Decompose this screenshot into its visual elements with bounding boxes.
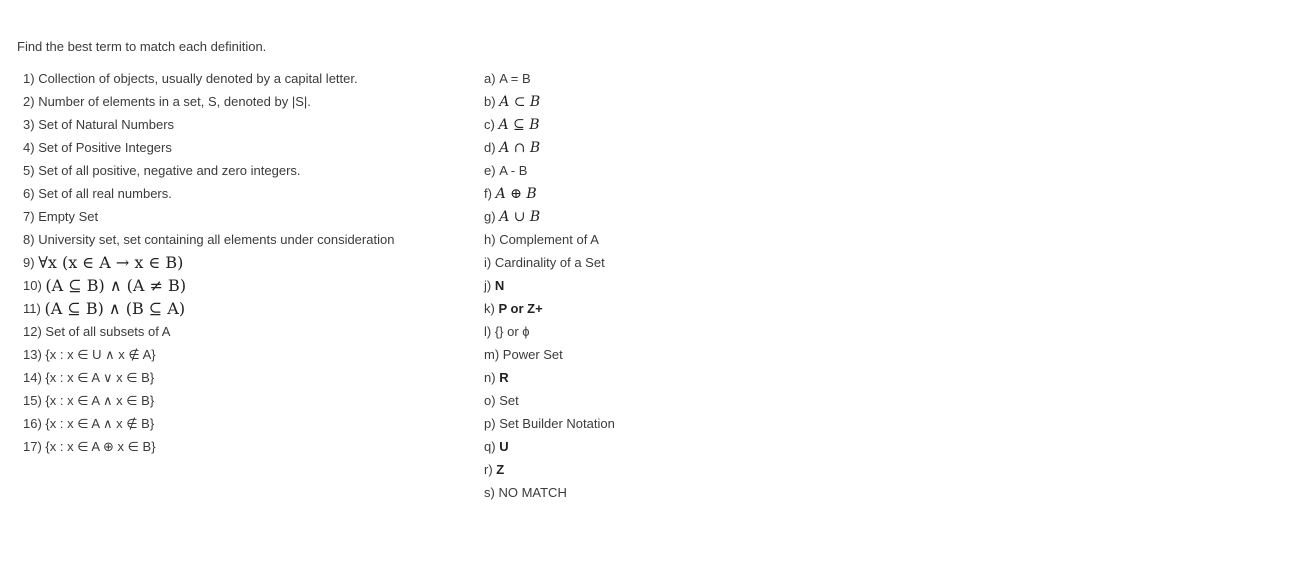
option-text: A ∩ B bbox=[499, 140, 541, 156]
option-label: s) bbox=[484, 485, 495, 500]
definition-item bbox=[23, 70, 463, 93]
definition-label: 10) bbox=[23, 278, 42, 293]
option-item bbox=[484, 438, 784, 461]
option-text: Complement of A bbox=[499, 232, 599, 247]
option-text: Cardinality of a Set bbox=[494, 255, 605, 270]
option-text: Power Set bbox=[502, 347, 563, 362]
definitions-list bbox=[23, 70, 463, 461]
definition-text: {x : x ∈ A ∧ x ∉ B} bbox=[45, 416, 155, 431]
definition-label: 8) bbox=[23, 232, 35, 247]
definition-item bbox=[23, 392, 463, 415]
definition-label: 6) bbox=[23, 186, 35, 201]
definition-item bbox=[23, 93, 463, 116]
definition-label: 4) bbox=[23, 140, 35, 155]
definition-label: 9) bbox=[23, 255, 35, 270]
option-text: {} or ϕ bbox=[494, 324, 530, 339]
option-item bbox=[484, 392, 784, 415]
definition-text: {x : x ∈ U ∧ x ∉ A} bbox=[45, 347, 156, 362]
definition-text: (A ⊆ B) ∧ (A ≠ B) bbox=[45, 276, 187, 295]
option-text: A - B bbox=[499, 163, 528, 178]
option-label: l) bbox=[484, 324, 492, 339]
option-item bbox=[484, 116, 784, 139]
option-text: Z bbox=[496, 462, 505, 477]
definition-text: Set of Natural Numbers bbox=[38, 117, 175, 132]
option-label: h) bbox=[484, 232, 496, 247]
option-item bbox=[484, 208, 784, 231]
definition-text: Empty Set bbox=[38, 209, 99, 224]
options-list bbox=[484, 70, 784, 507]
option-text: R bbox=[499, 370, 509, 385]
definition-text: Number of elements in a set, S, denoted by |S|. bbox=[38, 94, 311, 109]
definition-text: {x : x ∈ A ⊕ x ∈ B} bbox=[45, 439, 156, 454]
option-label: d) bbox=[484, 140, 496, 155]
option-item bbox=[484, 139, 784, 162]
definition-text: {x : x ∈ A ∧ x ∈ B} bbox=[45, 393, 155, 408]
option-item bbox=[484, 461, 784, 484]
option-item bbox=[484, 185, 784, 208]
definition-label: 11) bbox=[23, 301, 41, 316]
option-text: N bbox=[494, 278, 505, 293]
instruction-text: Find the best term to match each definition. bbox=[17, 39, 267, 54]
option-item bbox=[484, 300, 784, 323]
option-text: P or Z+ bbox=[498, 301, 543, 316]
definition-label: 17) bbox=[23, 439, 42, 454]
option-item bbox=[484, 346, 784, 369]
definition-item bbox=[23, 346, 463, 369]
option-text: A ⊕ B bbox=[495, 186, 537, 202]
option-item bbox=[484, 369, 784, 392]
definition-label: 15) bbox=[23, 393, 42, 408]
option-label: i) bbox=[484, 255, 492, 270]
definition-label: 3) bbox=[23, 117, 35, 132]
option-text: Set Builder Notation bbox=[499, 416, 615, 431]
option-text: A = B bbox=[499, 71, 531, 86]
option-item bbox=[484, 277, 784, 300]
definition-label: 7) bbox=[23, 209, 35, 224]
option-text: A ∪ B bbox=[499, 209, 541, 225]
option-label: m) bbox=[484, 347, 500, 362]
definition-item bbox=[23, 162, 463, 185]
option-text: U bbox=[499, 439, 509, 454]
definition-item bbox=[23, 415, 463, 438]
definition-text: Set of Positive Integers bbox=[38, 140, 172, 155]
option-label: g) bbox=[484, 209, 496, 224]
definition-item bbox=[23, 277, 463, 300]
option-label: a) bbox=[484, 71, 496, 86]
definition-item bbox=[23, 438, 463, 461]
option-item bbox=[484, 231, 784, 254]
definition-label: 12) bbox=[23, 324, 42, 339]
definition-text: (A ⊆ B) ∧ (B ⊆ A) bbox=[44, 299, 186, 318]
definition-item bbox=[23, 139, 463, 162]
option-text: A ⊂ B bbox=[499, 94, 541, 110]
option-item bbox=[484, 70, 784, 93]
definition-text: Set of all positive, negative and zero integers. bbox=[38, 163, 301, 178]
option-item bbox=[484, 254, 784, 277]
definition-label: 2) bbox=[23, 94, 35, 109]
option-label: k) bbox=[484, 301, 495, 316]
option-item bbox=[484, 93, 784, 116]
option-label: p) bbox=[484, 416, 496, 431]
option-label: o) bbox=[484, 393, 496, 408]
definition-item bbox=[23, 369, 463, 392]
option-item bbox=[484, 415, 784, 438]
definition-text: Set of all real numbers. bbox=[38, 186, 172, 201]
definition-item bbox=[23, 231, 463, 254]
definition-text: ∀x (x ∈ A → x ∈ B) bbox=[38, 253, 184, 272]
definition-item bbox=[23, 116, 463, 139]
definition-item bbox=[23, 323, 463, 346]
definition-text: University set, set containing all elements under consideration bbox=[38, 232, 395, 247]
option-label: f) bbox=[484, 186, 492, 201]
option-text: NO MATCH bbox=[498, 485, 567, 500]
definition-item bbox=[23, 185, 463, 208]
definition-label: 14) bbox=[23, 370, 42, 385]
definition-label: 1) bbox=[23, 71, 35, 86]
option-item bbox=[484, 323, 784, 346]
option-label: b) bbox=[484, 94, 496, 109]
definition-item bbox=[23, 254, 463, 277]
option-label: q) bbox=[484, 439, 496, 454]
option-label: c) bbox=[484, 117, 495, 132]
option-label: j) bbox=[484, 278, 492, 293]
option-text: A ⊆ B bbox=[498, 117, 540, 133]
definition-label: 16) bbox=[23, 416, 42, 431]
option-label: r) bbox=[484, 462, 493, 477]
definition-item bbox=[23, 208, 463, 231]
definition-item bbox=[23, 300, 463, 323]
option-item bbox=[484, 484, 784, 507]
definition-label: 5) bbox=[23, 163, 35, 178]
option-item bbox=[484, 162, 784, 185]
definition-text: {x : x ∈ A ∨ x ∈ B} bbox=[45, 370, 155, 385]
option-label: n) bbox=[484, 370, 496, 385]
definition-label: 13) bbox=[23, 347, 42, 362]
option-label: e) bbox=[484, 163, 496, 178]
definition-text: Collection of objects, usually denoted by a capital letter. bbox=[38, 71, 358, 86]
definition-text: Set of all subsets of A bbox=[45, 324, 171, 339]
option-text: Set bbox=[499, 393, 519, 408]
